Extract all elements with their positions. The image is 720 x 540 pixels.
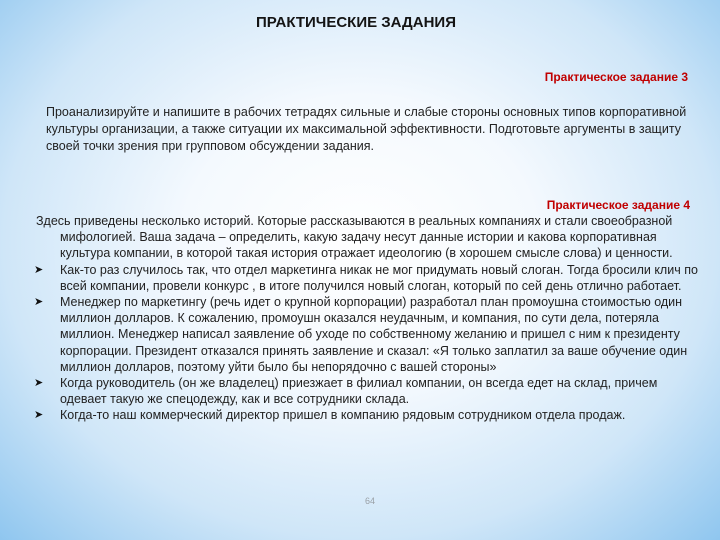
bullet-text: Как-то раз случилось так, что отдел маркетинга никак не мог придумать новый слоган. Тогда бросили клич по всей компании, провели конкурс , в итоге получился новый слоган, который по сей день отлично работает.	[60, 262, 698, 293]
list-item	[34, 407, 700, 423]
list-item	[34, 294, 700, 375]
list-item	[34, 262, 700, 294]
list-item	[34, 375, 700, 407]
bullet-text: Менеджер по маркетингу (речь идет о крупной корпорации) разработал план промоушна стоимостью один миллион долларов. К сожалению, промоушн оказался неудачным, и компания, по сути дела, потеряла миллион. Менеджер написал заявление об уходе по собственному желанию и пришел с ним к президенту корпорации. Президент отказался принять заявление и сказал: «Я только заплатил за ваше обучение один миллион долларов, поэтому уйти было бы непорядочно с вашей стороны»	[60, 295, 688, 374]
task4-body	[36, 213, 700, 424]
arrow-bullet-icon: ➤	[34, 409, 44, 422]
arrow-bullet-icon: ➤	[34, 263, 44, 276]
bullet-text: Когда руководитель (он же владелец) приезжает в филиал компании, он всегда едет на склад, причем одевает такую же спецодежду, как и все сотрудники склада.	[60, 376, 658, 407]
arrow-bullet-icon: ➤	[34, 377, 44, 390]
arrow-bullet-icon: ➤	[34, 296, 44, 309]
task3-heading: Практическое задание 3	[544, 70, 688, 84]
task3-text: Проанализируйте и напишите в рабочих тетрадях сильные и слабые стороны основных типов корпоративной культуры организации, а также ситуации их максимальной эффективности. Подготовьте аргументы в защиту своей точки зрения при групповом обсуждении задания.	[46, 105, 687, 153]
page-number: 64	[365, 496, 376, 506]
task4-intro: Здесь приведены несколько историй. Которые рассказываются в реальных компаниях и стали своеобразной мифологией. Ваша задача – определить, какую задачу несут данные истории и какова корпоративная культура компании, в которой такая история отражает идеологию (в хорошем смысле слова) и ценности.	[36, 214, 673, 261]
task4-heading: Практическое задание 4	[546, 198, 690, 212]
page-title: ПРАКТИЧЕСКИЕ ЗАДАНИЯ	[256, 14, 456, 31]
bullet-text: Когда-то наш коммерческий директор пришел в компанию рядовым сотрудником отдела продаж.	[60, 408, 626, 423]
